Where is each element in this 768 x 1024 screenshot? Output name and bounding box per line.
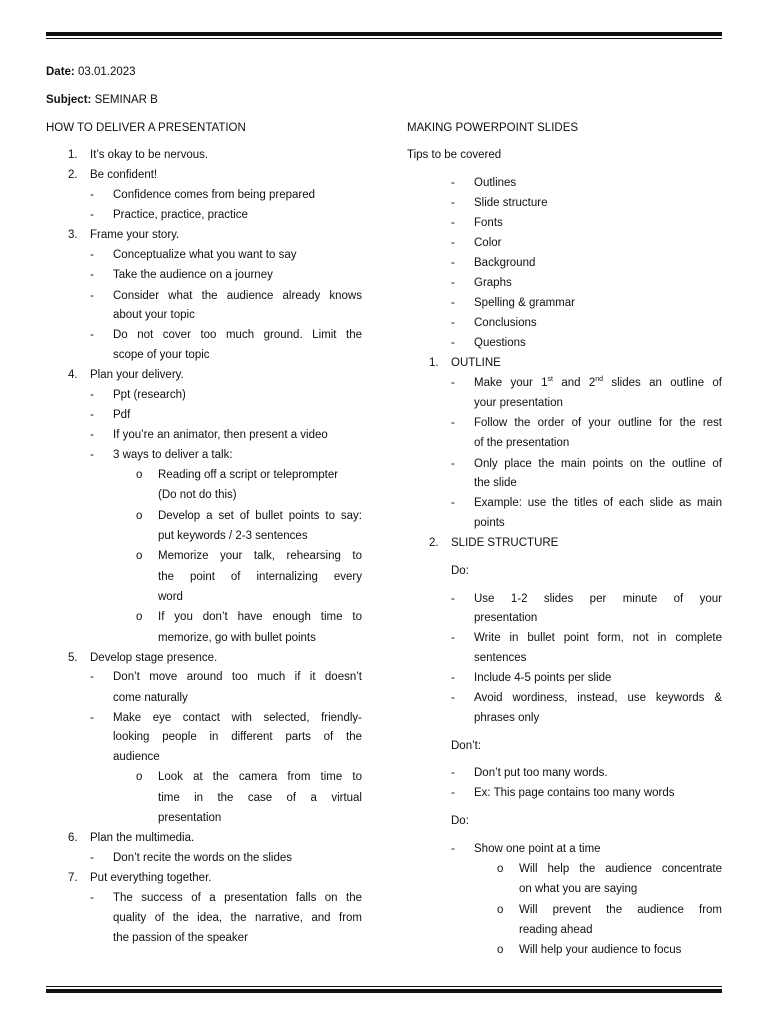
dash-marker: - — [90, 852, 94, 864]
list-item: It’s okay to be nervous. — [90, 149, 209, 161]
do-sub-item-cont: reading ahead — [519, 924, 593, 936]
sub-item: Don’t move around too much if it doesn’t — [113, 671, 362, 683]
dash-marker: - — [451, 672, 455, 684]
superscript: st — [547, 376, 553, 384]
do-item-cont: sentences — [474, 652, 527, 664]
dont-item: Ex: This page contains too many words — [474, 787, 675, 799]
sub-item-cont: about your topic — [113, 309, 195, 321]
right-heading: MAKING POWERPOINT SLIDES — [407, 122, 579, 134]
subject-line — [46, 90, 158, 110]
outline-item-text: slides an outline of — [603, 377, 722, 389]
do-item-cont: presentation — [474, 612, 538, 624]
topic-item: Questions — [474, 337, 526, 349]
do-sub-item: Will help your audience to focus — [519, 944, 682, 956]
do-sub-item: Will prevent the audience from — [519, 904, 722, 916]
sub-item: Pdf — [113, 409, 131, 421]
subject-value: SEMINAR B — [94, 94, 158, 106]
dash-marker: - — [90, 249, 94, 261]
do-item: Show one point at a time — [474, 843, 601, 855]
sub-item-cont: looking people in different parts of the — [113, 731, 362, 743]
sub-sub-item-cont: presentation — [158, 812, 222, 824]
sub-item: Confidence comes from being prepared — [113, 189, 316, 201]
do-item: Include 4-5 points per slide — [474, 672, 612, 684]
circle-marker: o — [497, 904, 504, 916]
sub-sub-item: Reading off a script or teleprompter — [158, 469, 339, 481]
sub-item-cont: scope of your topic — [113, 349, 210, 361]
dash-marker: - — [451, 593, 455, 605]
do-label: Do: — [451, 565, 469, 577]
topic-item: Slide structure — [474, 197, 548, 209]
outline-item — [474, 373, 722, 393]
do-item-cont: phrases only — [474, 712, 540, 724]
dash-marker: - — [90, 389, 94, 401]
outline-item-cont: your presentation — [474, 397, 563, 409]
do-item: Use 1-2 slides per minute of your — [474, 593, 722, 605]
dash-marker: - — [451, 237, 455, 249]
sub-sub-item: Look at the camera from time to — [158, 771, 362, 783]
list-item: Frame your story. — [90, 229, 180, 241]
dash-marker: - — [451, 177, 455, 189]
do-sub-item: Will help the audience concentrate — [519, 863, 722, 875]
superscript: nd — [595, 376, 604, 384]
sub-sub-item-cont: memorize, go with bullet points — [158, 632, 316, 644]
topic-item: Fonts — [474, 217, 503, 229]
item-number: 4. — [68, 369, 78, 381]
dash-marker: - — [451, 257, 455, 269]
tips-line: Tips to be covered — [407, 149, 502, 161]
dash-marker: - — [451, 843, 455, 855]
topic-item: Conclusions — [474, 317, 537, 329]
circle-marker: o — [136, 611, 143, 623]
sub-item: Consider what the audience already knows — [113, 290, 362, 302]
sub-item: The success of a presentation falls on the — [113, 892, 362, 904]
do-item: Write in bullet point form, not in complete — [474, 632, 722, 644]
date-label: Date: — [46, 66, 75, 78]
sub-item: 3 ways to deliver a talk: — [113, 449, 233, 461]
sub-sub-item-cont: time in the case of a virtual — [158, 792, 362, 804]
item-number: 7. — [68, 872, 78, 884]
outline-item: Follow the order of your outline for the rest — [474, 417, 722, 429]
sub-sub-item: If you don’t have enough time to — [158, 611, 362, 623]
item-number: 3. — [68, 229, 78, 241]
sub-sub-item-cont: word — [158, 591, 183, 603]
sub-item-cont: quality of the idea, the narrative, and from — [113, 912, 362, 924]
list-item: Plan your delivery. — [90, 369, 184, 381]
sub-sub-item: Develop a set of bullet points to say: — [158, 510, 362, 522]
dash-marker: - — [451, 632, 455, 644]
sub-sub-item-cont: put keywords / 2-3 sentences — [158, 530, 308, 542]
top-rule-thin — [46, 38, 722, 39]
dash-marker: - — [451, 497, 455, 509]
sub-item: Ppt (research) — [113, 389, 186, 401]
date-line — [46, 62, 136, 82]
sub-item-cont: audience — [113, 751, 160, 763]
topic-item: Background — [474, 257, 536, 269]
outline-item: Only place the main points on the outline of — [474, 458, 722, 470]
dash-marker: - — [451, 277, 455, 289]
outline-item-text: Make your 1 — [474, 377, 548, 389]
dash-marker: - — [451, 692, 455, 704]
left-heading: HOW TO DELIVER A PRESENTATION — [46, 122, 246, 134]
dont-item: Don’t put too many words. — [474, 767, 608, 779]
do-label: Do: — [451, 815, 469, 827]
list-item: Develop stage presence. — [90, 652, 218, 664]
sub-item: If you’re an animator, then present a video — [113, 429, 328, 441]
circle-marker: o — [136, 469, 143, 481]
section-title: OUTLINE — [451, 357, 501, 369]
dash-marker: - — [451, 787, 455, 799]
sub-sub-item-cont: (Do not do this) — [158, 489, 237, 501]
topic-item: Graphs — [474, 277, 512, 289]
sub-item: Do not cover too much ground. Limit the — [113, 329, 362, 341]
item-number: 1. — [68, 149, 78, 161]
sub-item-cont: the passion of the speaker — [113, 932, 248, 944]
dash-marker: - — [451, 197, 455, 209]
subject-label: Subject: — [46, 94, 92, 106]
dash-marker: - — [90, 671, 94, 683]
dash-marker: - — [90, 449, 94, 461]
sub-item: Conceptualize what you want to say — [113, 249, 297, 261]
topic-item: Color — [474, 237, 502, 249]
dash-marker: - — [90, 712, 94, 724]
dash-marker: - — [90, 329, 94, 341]
item-number: 5. — [68, 652, 78, 664]
dash-marker: - — [451, 217, 455, 229]
sub-item: Don’t recite the words on the slides — [113, 852, 292, 864]
section-title: SLIDE STRUCTURE — [451, 537, 559, 549]
date-value: 03.01.2023 — [77, 66, 136, 78]
top-rule-thick — [46, 32, 722, 36]
section-number: 1. — [429, 357, 439, 369]
list-item: Put everything together. — [90, 872, 212, 884]
dash-marker: - — [451, 377, 455, 389]
outline-item: Example: use the titles of each slide as main — [474, 497, 722, 509]
bottom-rule-thin — [46, 986, 722, 987]
section-number: 2. — [429, 537, 439, 549]
sub-item-cont: come naturally — [113, 692, 188, 704]
dash-marker: - — [90, 189, 94, 201]
circle-marker: o — [136, 550, 143, 562]
dash-marker: - — [90, 290, 94, 302]
outline-item-cont: the slide — [474, 477, 517, 489]
list-item: Plan the multimedia. — [90, 832, 195, 844]
do-sub-item-cont: on what you are saying — [519, 883, 638, 895]
dont-label: Don’t: — [451, 740, 482, 752]
dash-marker: - — [90, 269, 94, 281]
sub-item: Practice, practice, practice — [113, 209, 248, 221]
dash-marker: - — [451, 767, 455, 779]
list-item: Be confident! — [90, 169, 158, 181]
outline-item-cont: of the presentation — [474, 437, 570, 449]
outline-item-cont: points — [474, 517, 505, 529]
item-number: 2. — [68, 169, 78, 181]
circle-marker: o — [497, 944, 504, 956]
outline-item-text: and 2 — [553, 377, 596, 389]
item-number: 6. — [68, 832, 78, 844]
dash-marker: - — [90, 409, 94, 421]
bottom-rule-thick — [46, 989, 722, 993]
dash-marker: - — [451, 317, 455, 329]
dash-marker: - — [90, 429, 94, 441]
sub-item: Take the audience on a journey — [113, 269, 273, 281]
sub-item: Make eye contact with selected, friendly- — [113, 712, 362, 724]
sub-sub-item-cont: the point of internalizing every — [158, 571, 362, 583]
dash-marker: - — [90, 209, 94, 221]
circle-marker: o — [136, 510, 143, 522]
dash-marker: - — [451, 417, 455, 429]
sub-sub-item: Memorize your talk, rehearsing to — [158, 550, 362, 562]
circle-marker: o — [136, 771, 143, 783]
dash-marker: - — [90, 892, 94, 904]
dash-marker: - — [451, 337, 455, 349]
dash-marker: - — [451, 458, 455, 470]
topic-item: Outlines — [474, 177, 517, 189]
circle-marker: o — [497, 863, 504, 875]
dash-marker: - — [451, 297, 455, 309]
topic-item: Spelling & grammar — [474, 297, 575, 309]
do-item: Avoid wordiness, instead, use keywords & — [474, 692, 722, 704]
